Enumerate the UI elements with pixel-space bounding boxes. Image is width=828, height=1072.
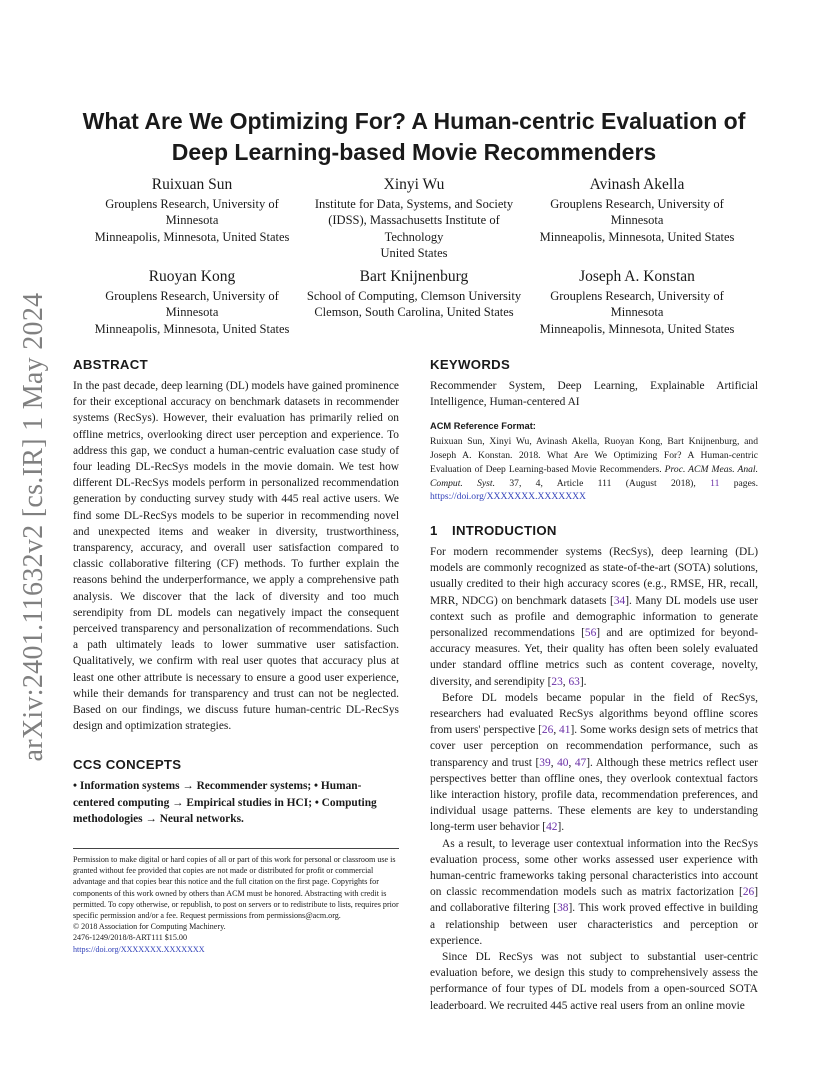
- citation-link[interactable]: 63: [568, 675, 580, 688]
- keywords-text: Recommender System, Deep Learning, Explainable Artificial Intelligence, Human-centered AI: [430, 380, 758, 409]
- author-2: [304, 175, 524, 261]
- copyright-line: © 2018 Association for Computing Machinery.: [73, 922, 226, 932]
- acm-reference-pages-word: pages.: [733, 477, 758, 489]
- author-3: [527, 175, 747, 245]
- keywords-heading: KEYWORDS: [430, 357, 511, 372]
- author-affiliation: Grouplens Research, University of Minnesota: [550, 197, 724, 228]
- section-title: INTRODUCTION: [452, 522, 557, 538]
- citation-link[interactable]: 40: [557, 756, 569, 769]
- doi-link[interactable]: https://doi.org/XXXXXXX.XXXXXXX: [73, 944, 205, 954]
- author-5: [304, 267, 524, 321]
- author-name: Avinash Akella: [589, 176, 685, 193]
- author-location: Clemson, South Carolina, United States: [314, 305, 514, 320]
- intro-paragraph-1: For modern recommender systems (RecSys), deep learning (DL) models are commonly recognized as state-of-the-art (SOTA) solutions, usually credited to their high accuracy scores (e.g., RMSE, HR, recall, MRR, NDCG) on benchmark datasets [34]. Many DL models use user context such as profile and demographic information to generate personalized recommendations [56] and are optimized for beyond-accuracy measures. Yet, their quality has often been solely evaluated under standard offline metrics such as content coverage, novelty, diversity, and serendipity [23, 63].: [430, 545, 758, 688]
- acm-reference-details: 37, 4, Article 111 (August 2018),: [509, 477, 696, 489]
- abstract-text: In the past decade, deep learning (DL) models have gained prominence for their exceptional accuracy on benchmark datasets in recommender systems (RecSys). However, their evaluation has primarily relied on offline metrics, overlooking direct user perception and experience. To address this gap, we conduct a human-centric evaluation case study of four leading DL-RecSys models in the movie domain. We test how different DL-RecSys models perform in personalized recommendation generation by conducting survey study with 445 real active users. We find some DL-RecSys models to be superior in recommending novel and unexpected items and weaker in diversity, trustworthiness, transparency, accuracy, and overall user satisfaction compared to classic collaborative filtering (CF) methods. To further explain the reasons behind the underperformance, we apply a comprehensive path analysis. We discover that the lack of diversity and too much serendipity from DL models can negatively impact the consequent perceived transparency and personalization of recommendations. Such a path ultimately leads to lower summative user satisfaction. Qualitatively, we confirm with real user quotes that accuracy plus at least one other attribute is necessary to ensure a good user experience, while their demands for transparency and trust can not be neglected. Based on our findings, we discuss future human-centric DL-RecSys design and optimization strategies.: [73, 380, 399, 733]
- paper-title: What Are We Optimizing For? A Human-centric Evaluation of Deep Learning-based Movie Recommenders: [82, 108, 746, 165]
- permission-footnote: [73, 848, 399, 955]
- author-affiliation: Grouplens Research, University of Minnesota: [550, 289, 724, 320]
- author-affiliation: School of Computing, Clemson University: [306, 289, 522, 303]
- citation-link[interactable]: 42: [546, 821, 558, 834]
- issn-line: 2476-1249/2018/8-ART111 $15.00: [73, 933, 188, 943]
- acm-reference-journal: Proc. ACM Meas. Anal. Comput. Syst.: [430, 463, 758, 489]
- right-column: [430, 356, 758, 1014]
- author-name: Xinyi Wu: [383, 176, 445, 193]
- author-location: Minneapolis, Minnesota, United States: [94, 229, 290, 244]
- author-location: United States: [380, 245, 448, 260]
- section-number: 1: [430, 522, 438, 538]
- citation-link[interactable]: 23: [551, 675, 563, 688]
- citation-link[interactable]: 38: [557, 902, 569, 915]
- acm-reference-doi-link[interactable]: https://doi.org/XXXXXXX.XXXXXXX: [430, 491, 586, 503]
- citation-link[interactable]: 26: [742, 886, 755, 899]
- ccs-text: • Information systems → Recommender systems; • Human-centered computing → Empirical studies in HCI; • Computing methodologies → Neural networks.: [73, 780, 377, 825]
- author-affiliation: Grouplens Research, University of Minnesota: [105, 289, 279, 320]
- author-6: [527, 267, 747, 337]
- author-name: Joseph A. Konstan: [579, 268, 695, 285]
- author-name: Ruixuan Sun: [151, 176, 233, 193]
- arxiv-stamp: arXiv:2401.11632v2 [cs.IR] 1 May 2024: [18, 292, 49, 762]
- author-affiliation: Institute for Data, Systems, and Society (IDSS), Massachusetts Institute of Technology: [314, 197, 514, 244]
- author-4: [82, 267, 302, 337]
- intro-paragraph-4: Since DL RecSys was not subject to substantial user-centric evaluation before, we design this study to comprehensively assess the performance of four types of DL models from a open-sourced SOTA leaderboard. We recruited 445 active real users from an online movie: [430, 951, 758, 1012]
- acm-reference-citation: Ruixuan Sun, Xinyi Wu, Avinash Akella, Ruoyan Kong, Bart Knijnenburg, and Joseph A. Konstan. 2018. What Are We Optimizing For? A Human-centric Evaluation of Deep Learning-based Movie Recommenders.: [430, 436, 758, 475]
- intro-paragraph-3: As a result, to leverage user contextual information into the RecSys evaluation process, some other works assessed user experience with human-centric frameworks taking personal characteristics into account on classic recommendation models such as matrix factorization [26] and collaborative filtering [38]. This work proved effective in building a relationship between user characteristics and perception or experience.: [430, 837, 758, 947]
- citation-link[interactable]: 34: [613, 594, 626, 607]
- abstract-heading: ABSTRACT: [73, 357, 148, 372]
- author-name: Bart Knijnenburg: [359, 268, 469, 285]
- citation-link[interactable]: 26: [541, 724, 554, 737]
- author-location: Minneapolis, Minnesota, United States: [539, 229, 735, 244]
- author-affiliation: Grouplens Research, University of Minnesota: [105, 197, 279, 228]
- introduction-heading: [430, 522, 758, 540]
- ccs-heading: CCS CONCEPTS: [73, 757, 182, 773]
- citation-link[interactable]: 56: [584, 626, 597, 639]
- citation-link[interactable]: 47: [574, 756, 587, 769]
- page-count-link[interactable]: 11: [710, 477, 720, 489]
- acm-reference-heading: ACM Reference Format:: [430, 421, 536, 432]
- author-location: Minneapolis, Minnesota, United States: [94, 321, 290, 336]
- citation-link[interactable]: 39: [539, 756, 551, 769]
- left-column: [73, 356, 399, 827]
- intro-paragraph-2: Before DL models became popular in the field of RecSys, researchers had evaluated RecSys algorithms beyond offline scores from users' perspective [26, 41]. Some works design sets of metrics that cover user perception on recommendation performance, such as transparency and trust [39, 40, 47]. Although these metrics reflect user perspectives better than offline ones, they overlook contextual factors like interaction history, profile data, recommendation preferences, and individual usage patterns. These elements are key to understanding long-term user behavior [42].: [430, 691, 758, 834]
- author-1: [82, 175, 302, 245]
- permission-text: Permission to make digital or hard copies of all or part of this work for personal or classroom use is granted without fee provided that copies are not made or distributed for profit or commercial advantage and that copies bear this notice and the full citation on the first page. Copyrights for components of this work owned by others than ACM must be honored. Abstracting with credit is permitted. To copy otherwise, or republish, to post on servers or to redistribute to lists, requires prior specific permission and/or a fee. Request permissions from permissions@acm.org.: [73, 855, 399, 921]
- citation-link[interactable]: 41: [559, 724, 571, 737]
- author-name: Ruoyan Kong: [148, 268, 236, 285]
- author-location: Minneapolis, Minnesota, United States: [539, 321, 735, 336]
- acm-reference: [430, 435, 758, 504]
